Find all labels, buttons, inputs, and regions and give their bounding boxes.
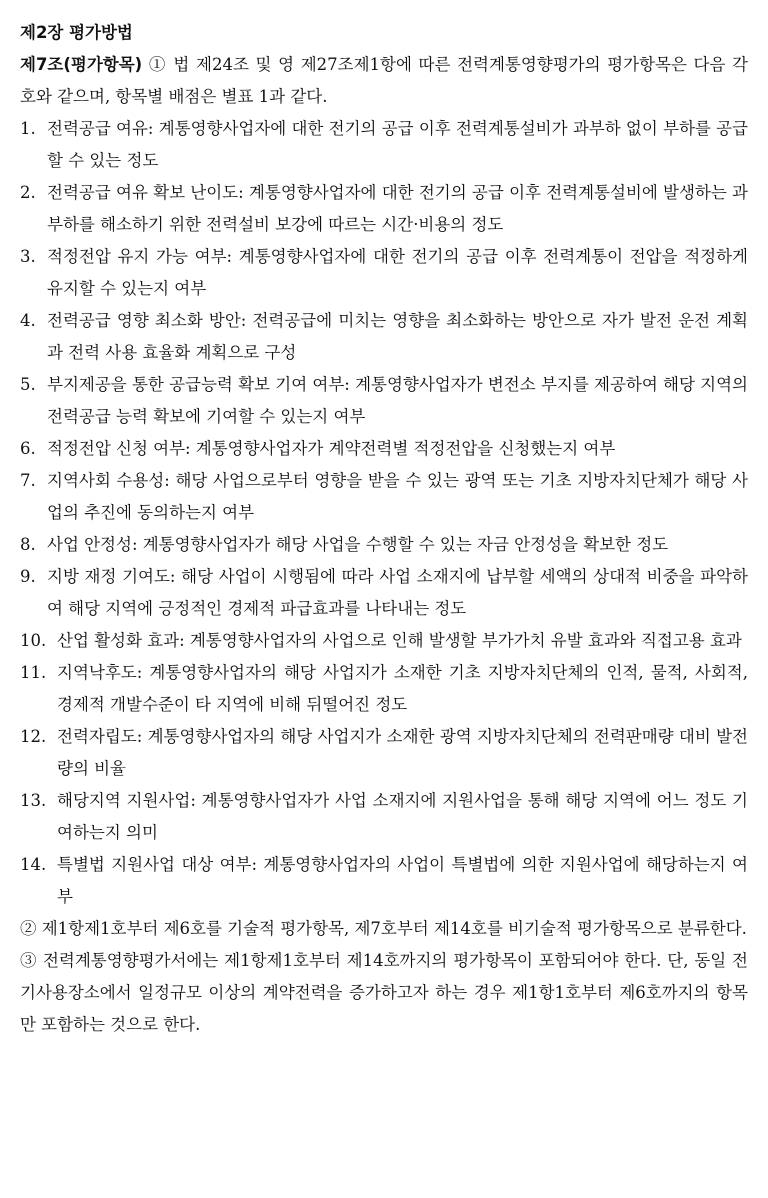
list-item [20, 177, 748, 241]
evaluation-item-list [20, 113, 748, 913]
paragraph-1-text: ① 법 제24조 및 영 제27조제1항에 따른 전력계통영향평가의 평가항목은 다음 각 호와 같으며, 항목별 배점은 별표 1과 같다. [20, 55, 748, 106]
item-text: 특별법 지원사업 대상 여부: 계통영향사업자의 사업이 특별법에 의한 지원사업에 해당하는지 여부 [57, 855, 748, 906]
item-number: 14. [20, 855, 47, 874]
article-paragraph-3: ③ 전력계통영향평가서에는 제1항제1호부터 제14호까지의 평가항목이 포함되어야 한다. 단, 동일 전기사용장소에서 일정규모 이상의 계약전력을 증가하고자 하는 경우 제1항1호부터 제6호까지의 항목만 포함하는 것으로 한다. [20, 951, 748, 1034]
list-item [20, 465, 748, 529]
item-text: 지역사회 수용성: 해당 사업으로부터 영향을 받을 수 있는 광역 또는 기초 지방자치단체가 해당 사업의 추진에 동의하는지 여부 [47, 471, 748, 522]
item-text: 전력공급 영향 최소화 방안: 전력공급에 미치는 영향을 최소화하는 방안으로 자가 발전 운전 계획과 전력 사용 효율화 계획으로 구성 [47, 311, 748, 362]
item-number: 4. [20, 311, 36, 330]
list-item [20, 369, 748, 433]
item-number: 7. [20, 471, 36, 490]
list-item [20, 785, 748, 849]
list-item [20, 305, 748, 369]
item-text: 전력자립도: 계통영향사업자의 해당 사업지가 소재한 광역 지방자치단체의 전력판매량 대비 발전량의 비율 [57, 727, 748, 778]
list-item [20, 657, 748, 721]
list-item [20, 849, 748, 913]
item-number: 2. [20, 183, 36, 202]
item-text: 해당지역 지원사업: 계통영향사업자가 사업 소재지에 지원사업을 통해 해당 지역에 어느 정도 기여하는지 의미 [57, 791, 748, 842]
article-paragraph-1 [20, 49, 748, 113]
item-text: 전력공급 여유 확보 난이도: 계통영향사업자에 대한 전기의 공급 이후 전력계통설비에 발생하는 과부하를 해소하기 위한 전력설비 보강에 따르는 시간·비용의 정도 [47, 183, 748, 234]
list-item [20, 241, 748, 305]
item-number: 13. [20, 791, 47, 810]
list-item [20, 625, 748, 657]
item-text: 부지제공을 통한 공급능력 확보 기여 여부: 계통영향사업자가 변전소 부지를 제공하여 해당 지역의 전력공급 능력 확보에 기여할 수 있는지 여부 [47, 375, 748, 426]
list-item [20, 529, 748, 561]
item-number: 8. [20, 535, 36, 554]
item-number: 6. [20, 439, 36, 458]
item-number: 9. [20, 567, 36, 586]
item-number: 3. [20, 247, 36, 266]
item-text: 적정전압 유지 가능 여부: 계통영향사업자에 대한 전기의 공급 이후 전력계통이 전압을 적정하게 유지할 수 있는지 여부 [47, 247, 748, 298]
item-number: 5. [20, 375, 36, 394]
item-text: 산업 활성화 효과: 계통영향사업자의 사업으로 인해 발생할 부가가치 유발 효과와 직접고용 효과 [57, 631, 742, 650]
item-text: 지방 재정 기여도: 해당 사업이 시행됨에 따라 사업 소재지에 납부할 세액의 상대적 비중을 파악하여 해당 지역에 긍정적인 경제적 파급효과를 나타내는 정도 [47, 567, 748, 618]
article-title: 제7조(평가항목) [20, 55, 143, 74]
item-text: 지역낙후도: 계통영향사업자의 해당 사업지가 소재한 기초 지방자치단체의 인적, 물적, 사회적, 경제적 개발수준이 타 지역에 비해 뒤떨어진 정도 [57, 663, 748, 714]
item-number: 11. [20, 663, 47, 682]
list-item [20, 561, 748, 625]
item-number: 12. [20, 727, 47, 746]
item-text: 전력공급 여유: 계통영향사업자에 대한 전기의 공급 이후 전력계통설비가 과부하 없이 부하를 공급할 수 있는 정도 [47, 119, 748, 170]
item-number: 1. [20, 119, 36, 138]
item-number: 10. [20, 631, 47, 650]
list-item [20, 721, 748, 785]
article-paragraph-2: ② 제1항제1호부터 제6호를 기술적 평가항목, 제7호부터 제14호를 비기술적 평가항목으로 분류한다. [20, 919, 747, 938]
item-text: 사업 안정성: 계통영향사업자가 해당 사업을 수행할 수 있는 자금 안정성을 확보한 정도 [47, 535, 669, 554]
chapter-title: 제2장 평가방법 [20, 23, 133, 42]
list-item [20, 113, 748, 177]
item-text: 적정전압 신청 여부: 계통영향사업자가 계약전력별 적정전압을 신청했는지 여부 [47, 439, 616, 458]
list-item [20, 433, 748, 465]
